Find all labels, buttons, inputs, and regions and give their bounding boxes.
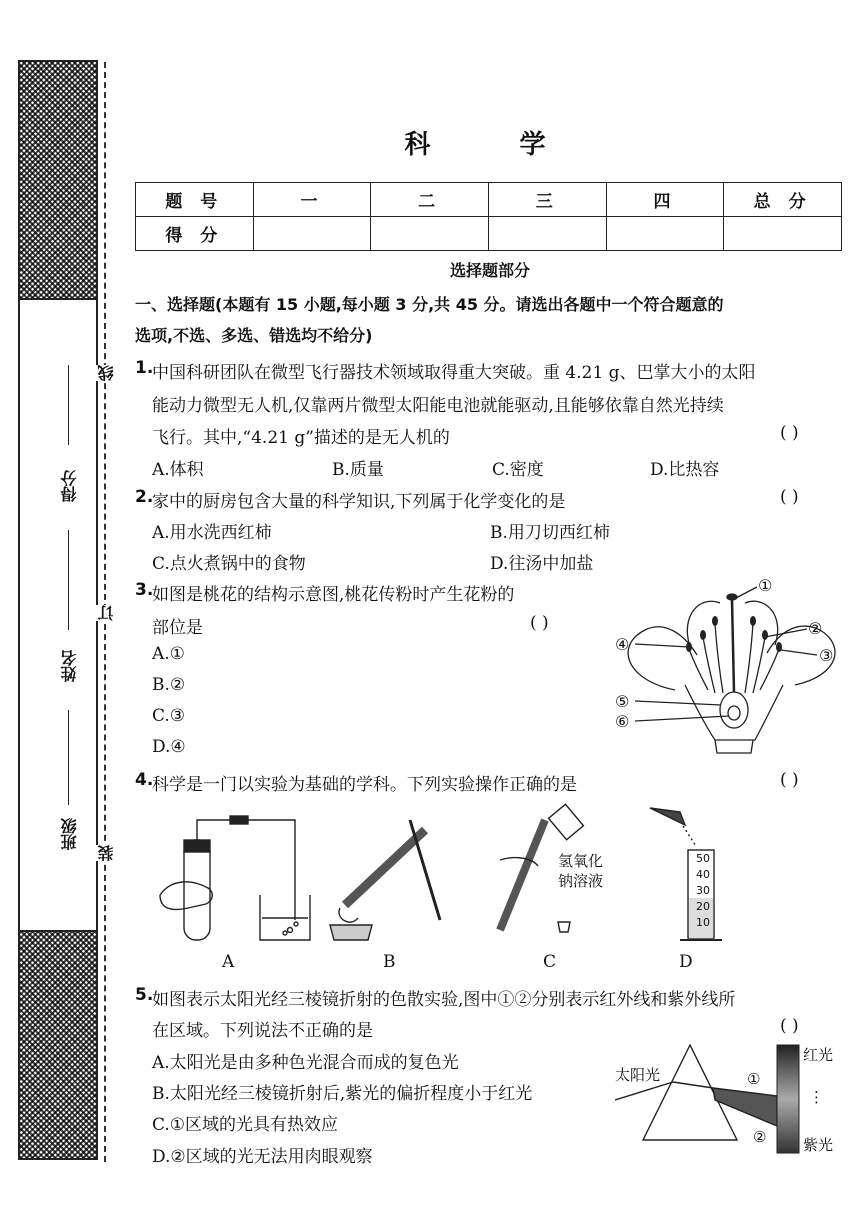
red-light-label: 红光 [803, 1046, 834, 1064]
leader-line-6 [635, 716, 729, 721]
cylinder-tick: 30 [696, 884, 710, 897]
score-table-header-cell: 三 [488, 183, 606, 217]
figure-a-airtightness [160, 816, 310, 940]
answer-bracket[interactable]: ( ) [780, 423, 799, 443]
score-cell[interactable] [606, 217, 724, 251]
figure-caption-d: D [679, 952, 693, 972]
receptacle [685, 685, 783, 740]
anther [776, 642, 782, 652]
anther [712, 616, 718, 626]
question-2-option-b: B.用刀切西红柿 [490, 523, 610, 543]
answer-bracket[interactable]: ( ) [780, 1016, 799, 1036]
leader-line-5 [635, 701, 721, 705]
answer-bracket[interactable]: ( ) [530, 613, 549, 633]
cylinder-tick: 50 [696, 852, 710, 865]
binding-strip-bottom [18, 930, 98, 1160]
violet-light-label: 紫光 [803, 1136, 834, 1154]
question-3-number: 3. [135, 580, 154, 600]
question-2-option-d: D.往汤中加盐 [490, 554, 594, 574]
question-5-line-2: 在区域。下列说法不正确的是 [152, 1021, 373, 1041]
name-label: 姓名 [60, 650, 79, 682]
test-tube-tilted [345, 830, 425, 905]
answer-bracket[interactable]: ( ) [780, 770, 799, 790]
dispersed-spectrum [713, 1088, 777, 1126]
score-cell[interactable] [253, 217, 371, 251]
question-3-line-2: 部位是 [152, 618, 203, 638]
stamen [715, 623, 723, 693]
score-table-header-cell: 四 [606, 183, 724, 217]
instructions-line-1: 一、选择题(本题有 15 小题,每小题 3 分,共 45 分。请选出各题中一个符合题意的 [135, 295, 724, 314]
question-3-option-c: C.③ [152, 706, 186, 726]
question-2-option-a: A.用水洗西红柿 [152, 523, 272, 543]
leader-line-2 [765, 629, 807, 637]
region-2-label: ② [753, 1128, 767, 1146]
stamen [745, 623, 753, 693]
question-3-option-a: A.① [152, 644, 185, 664]
flower-label-1: ① [758, 576, 773, 595]
question-5-number: 5. [135, 985, 154, 1005]
flower-label-5: ⑤ [615, 692, 630, 711]
binding-bind-label: 装 [97, 845, 116, 861]
question-3-option-d: D.④ [152, 737, 186, 757]
ovary [720, 692, 748, 728]
refracted-beam [673, 1082, 713, 1088]
binding-line-label: 线 [97, 365, 116, 381]
spectrum-dots: ⋮ [809, 1088, 824, 1106]
score-table-header-cell: 题 号 [136, 183, 254, 217]
question-5-option-a: A.太阳光是由多种色光混合而成的复色光 [152, 1053, 459, 1073]
figure-caption-c: C [543, 952, 557, 972]
question-2-number: 2. [135, 487, 154, 507]
leader-line-1 [734, 587, 757, 599]
screen [777, 1045, 799, 1153]
cylinder-tick: 10 [696, 916, 710, 929]
question-1-option-b: B.质量 [332, 460, 384, 480]
flame [339, 908, 358, 922]
reagent-bottle-pouring [650, 808, 685, 825]
question-2-line-1: 家中的厨房包含大量的科学知识,下列属于化学变化的是 [152, 492, 566, 512]
reagent-label-line-1: 氢氧化 [558, 852, 604, 870]
binding-staple-label: 订 [97, 605, 116, 621]
ovule [728, 706, 740, 720]
class-label: 班级 [60, 818, 79, 850]
stamen [760, 649, 779, 690]
prism-dispersion-diagram [615, 1040, 850, 1160]
bubble [294, 922, 298, 926]
score-table-score-row [136, 217, 842, 251]
instructions-line-2: 选项,不选、多选、错选均不给分) [135, 326, 373, 345]
score-table-row-label: 得 分 [136, 217, 254, 251]
question-5-option-b: B.太阳光经三棱镜折射后,紫光的偏折程度小于红光 [152, 1084, 533, 1104]
score-cell[interactable] [724, 217, 842, 251]
region-1-label: ① [747, 1070, 761, 1088]
leader-line-3 [781, 650, 817, 655]
question-1-option-d: D.比热容 [650, 460, 720, 480]
flower-label-4: ④ [615, 635, 630, 654]
score-table-header-row [136, 183, 842, 217]
question-5-line-1: 如图表示太阳光经三棱镜折射的色散实验,图中①②分别表示红外线和紫外线所 [152, 990, 736, 1010]
petal-left [628, 627, 697, 690]
question-5-option-c: C.①区域的光具有热效应 [152, 1115, 339, 1135]
question-1-option-a: A.体积 [152, 460, 204, 480]
score-cell[interactable] [371, 217, 489, 251]
flower-label-3: ③ [819, 646, 834, 665]
question-3-line-1: 如图是桃花的结构示意图,桃花传粉时产生花粉的 [152, 585, 515, 605]
section-title: 选择题部分 [449, 261, 530, 280]
cylinder-tick: 40 [696, 868, 710, 881]
hand [160, 882, 212, 910]
reagent-label-line-2: 钠溶液 [558, 872, 604, 890]
class-write-line[interactable] [68, 710, 69, 805]
score-write-line[interactable] [68, 365, 69, 445]
anther [750, 616, 756, 626]
question-1-option-c: C.密度 [492, 460, 544, 480]
figure-caption-b: B [383, 952, 396, 972]
figure-d-cylinder [650, 808, 722, 940]
score-table-header-cell: 二 [371, 183, 489, 217]
stamen [689, 649, 708, 690]
sunlight-label: 太阳光 [615, 1066, 661, 1084]
anther [700, 630, 706, 640]
flower-label-2: ② [808, 619, 823, 638]
pouring-stream [683, 826, 696, 846]
bubble [283, 931, 287, 935]
page-title: 科 学 [404, 130, 586, 160]
alcohol-lamp [330, 925, 372, 940]
test-tube [184, 840, 210, 940]
question-2-option-c: C.点火煮锅中的食物 [152, 554, 306, 574]
flower-label-6: ⑥ [615, 712, 630, 731]
figure-b-heating [330, 820, 440, 940]
question-4-number: 4. [135, 770, 154, 790]
question-1-line-2: 能动力微型无人机,仅靠两片微型太阳能电池就能驱动,且能够依靠自然光持续 [152, 396, 724, 416]
cylinder-tick: 20 [696, 900, 710, 913]
question-3-option-b: B.② [152, 675, 186, 695]
figure-caption-a: A [222, 952, 235, 972]
score-label: 得分 [60, 470, 79, 502]
question-1-line-1: 中国科研团队在微型飞行器技术领域取得重大突破。重 4.21 g、巴掌大小的太阳 [152, 363, 756, 383]
score-cell[interactable] [488, 217, 606, 251]
flower-stalk [715, 740, 753, 753]
answer-bracket[interactable]: ( ) [780, 487, 799, 507]
petal-back-right [745, 601, 778, 645]
bottle-cap [558, 922, 570, 932]
experiment-figures [140, 800, 740, 950]
reagent-bottle [549, 804, 584, 840]
score-table-header-cell: 一 [253, 183, 371, 217]
bubble [288, 928, 293, 933]
tube-connector [230, 816, 248, 824]
name-write-line[interactable] [68, 530, 69, 630]
anther [762, 630, 768, 640]
score-table-header-cell: 总 分 [724, 183, 842, 217]
style [732, 600, 734, 692]
stigma [727, 594, 737, 600]
question-5-option-d: D.②区域的光无法用肉眼观察 [152, 1147, 373, 1167]
score-table [135, 182, 842, 251]
graduated-cylinder-tilted [500, 820, 545, 930]
anther [686, 642, 692, 652]
question-1-number: 1. [135, 358, 154, 378]
glass-tube [197, 820, 295, 920]
question-4-line-1: 科学是一门以实验为基础的学科。下列实验操作正确的是 [152, 775, 577, 795]
question-1-line-3: 飞行。其中,“4.21 g”描述的是无人机的 [152, 428, 450, 448]
rubber-stopper [184, 840, 210, 852]
peach-flower-diagram [605, 575, 845, 755]
leader-line-4 [635, 644, 689, 647]
